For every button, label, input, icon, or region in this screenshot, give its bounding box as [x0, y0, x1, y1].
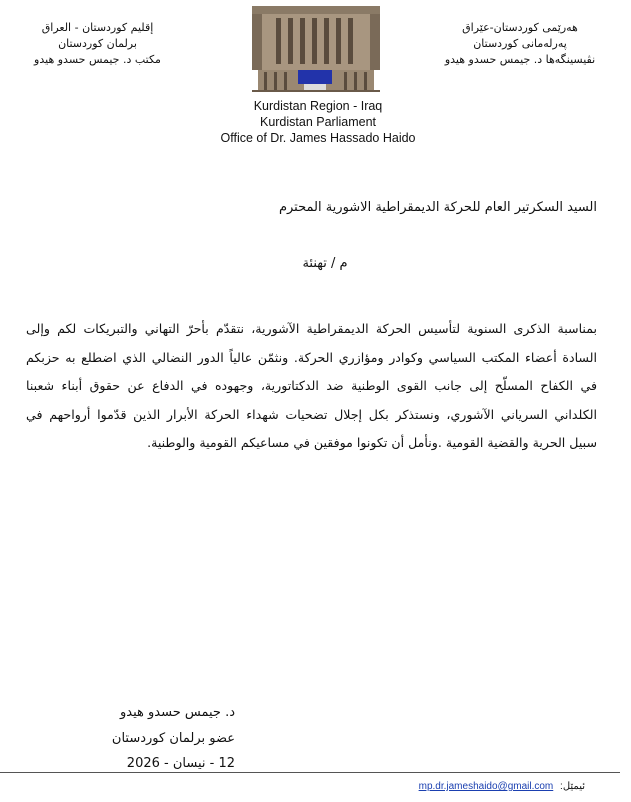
- arabic-letterhead: [30, 20, 165, 68]
- letterhead-line: برلمان كوردستان: [58, 37, 137, 50]
- body-line: في الكفاح المسلّح إلى جانب القوى الوطنية ضد الدكتاتورية، وجهوده في الدفاع عن حقوق أبناء شعبنا: [26, 378, 597, 394]
- footer: [419, 781, 585, 792]
- letterhead-line: Kurdistan Region - Iraq: [253, 99, 383, 113]
- letterhead-line: إقليم كوردستان - العراق: [41, 21, 154, 34]
- salutation: السيد السكرتير العام للحركة الديمقراطية الاشورية المحترم: [278, 200, 597, 215]
- body-line: سبيل الحرية والقضية القومية .ونأمل أن تكونوا موفقين في مساعيكم القومية والوطنية.: [147, 435, 597, 451]
- subject: م / تهنئة: [302, 256, 348, 271]
- email-label: ئیمێل:: [560, 781, 585, 792]
- letterhead-line: هەرێمی کوردستان-عێراق: [462, 21, 578, 34]
- letterhead-line: Office of Dr. James Hassado Haido: [220, 131, 416, 145]
- body-line: الكلداني السرياني الآشوري، ونستذكر بكل إجلال تضحيات شهداء الحركة الأبرار الذين قدّموا أرواحهم في: [26, 406, 597, 422]
- english-letterhead: [180, 98, 456, 146]
- body-line: بمناسبة الذكرى السنوية لتأسيس الحركة الديمقراطية الآشورية، نتقدّم بأحرّ التهاني والتبريكات لكم وإلى: [26, 321, 597, 336]
- letterhead-line: پەرلەمانی کوردستان: [473, 37, 567, 50]
- letterhead-line: مكتب د. جيمس حسدو هيدو: [34, 53, 161, 66]
- body-line: السادة أعضاء المكتب السياسي وكوادر ومؤازري الحركة. ونثمّن عالياً الدور النضالي الذي اضطلع به حزبكم: [26, 349, 597, 365]
- letterhead-line: نڤیسینگەها د. جیمس حسدو هیدو: [444, 53, 596, 66]
- footer-divider: [0, 772, 620, 773]
- letter-body: [26, 315, 597, 458]
- letterhead-line: Kurdistan Parliament: [259, 115, 377, 129]
- kurdish-letterhead: [435, 20, 605, 68]
- signatory-name: د. جيمس حسدو هيدو: [120, 705, 235, 720]
- email-link[interactable]: mp.dr.jameshaido@gmail.com: [418, 781, 554, 792]
- letter-date: 12 - نيسان - 2026: [126, 756, 235, 771]
- parliament-building-logo: [252, 6, 380, 92]
- signatory-title: عضو برلمان كوردستان: [111, 730, 235, 746]
- signature-block: [90, 700, 235, 777]
